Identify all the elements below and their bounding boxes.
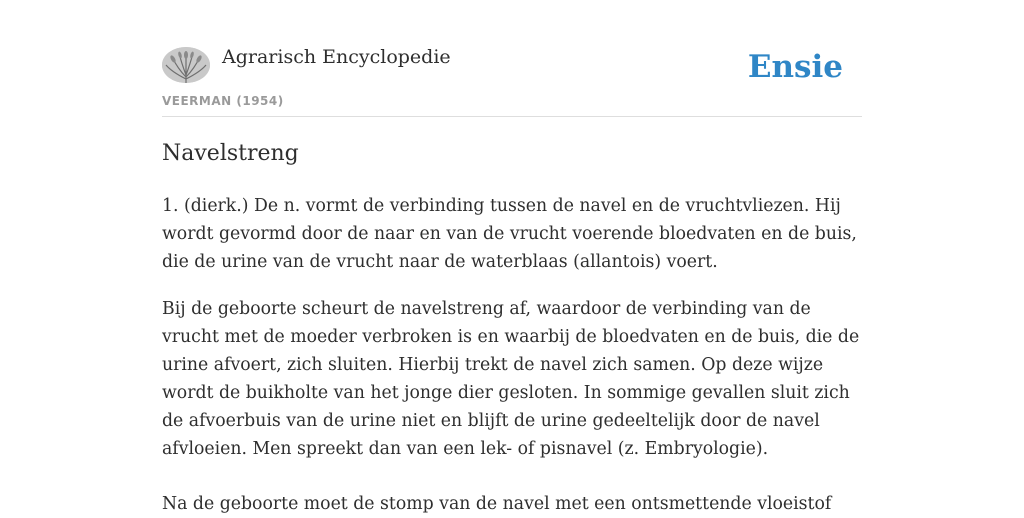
entry-title: Navelstreng xyxy=(162,141,299,166)
paragraph-2: Bij de geboorte scheurt de navelstreng af, waardoor de verbinding van de vrucht met de moeder verbroken is en waarbij de bloedvaten en de buis, die de urine afvoert, zich sluiten. Hierbij trekt de navel zich samen. Op deze wijze wordt de buikholte van het jonge dier gesloten. In sommige gevallen sluit zich de afvoerbuis van de urine niet en blijft de urine gedeeltelijk door de navel afvloeien. Men spreekt dan van een lek- of pisnavel (z. Embryologie). xyxy=(162,299,860,459)
page xyxy=(162,0,862,512)
ensie-logo[interactable]: Ensie xyxy=(747,49,843,85)
article-body xyxy=(162,192,862,518)
wheat-emblem-icon[interactable] xyxy=(162,47,210,83)
header xyxy=(162,0,862,117)
author-year: VEERMAN (1954) xyxy=(162,94,284,108)
book-title[interactable]: Agrarisch Encyclopedie xyxy=(222,46,451,68)
paragraph-1: 1. (dierk.) De n. vormt de verbinding tussen de navel en de vruchtvliezen. Hij wordt gevormd door de naar en van de vrucht voerende bloedvaten en de buis, die de urine van de vrucht naar de waterblaas (allantois) voert. xyxy=(162,196,857,272)
paragraph-3: Na de geboorte moet de stomp van de navel met een ontsmettende vloeistof xyxy=(162,494,832,514)
